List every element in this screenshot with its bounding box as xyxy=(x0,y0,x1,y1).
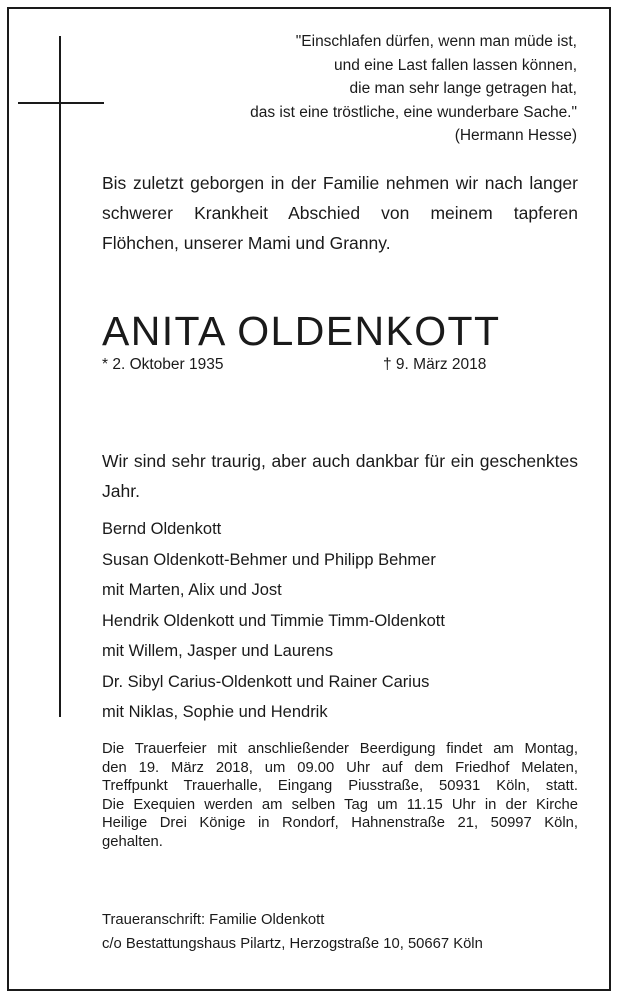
quote-line: die man sehr lange getragen hat, xyxy=(349,80,577,97)
family-member: mit Willem, Jasper und Laurens xyxy=(102,642,334,660)
family-member: mit Marten, Alix und Jost xyxy=(102,581,282,599)
intro-line: schwerer Krankheit Abschied von meinem tapferen xyxy=(102,203,578,223)
quote-block xyxy=(157,30,577,148)
intro-line: Flöhchen, unserer Mami und Granny. xyxy=(102,233,391,253)
deceased-name: ANITA OLDENKOTT xyxy=(102,308,501,354)
quote-line: und eine Last fallen lassen können, xyxy=(333,56,577,74)
funeral-line: Heilige Drei Könige in Rondorf, Hahnenstraße 21, 50997 Köln, xyxy=(102,815,578,831)
family-list xyxy=(102,514,578,728)
quote-author: (Hermann Hesse) xyxy=(454,127,577,144)
cross-icon-horizontal xyxy=(18,102,104,104)
family-member: Bernd Oldenkott xyxy=(102,520,222,538)
quote-line: das ist eine tröstliche, eine wunderbare Sache." xyxy=(250,103,577,121)
address-line: c/o Bestattungshaus Pilartz, Herzogstraße 10, 50667 Köln xyxy=(102,936,483,952)
intro-line: Bis zuletzt geborgen in der Familie nehmen wir nach langer xyxy=(102,173,578,193)
funeral-line: Die Trauerfeier mit anschließender Beerdigung findet am Montag, xyxy=(102,741,578,757)
family-member: Dr. Sibyl Carius-Oldenkott und Rainer Carius xyxy=(102,672,430,691)
intro-paragraph xyxy=(102,168,578,258)
address-line: Traueranschrift: Familie Oldenkott xyxy=(102,912,325,928)
family-member: Hendrik Oldenkott und Timmie Timm-Oldenkott xyxy=(102,611,445,630)
funeral-line: den 19. März 2018, um 09.00 Uhr auf dem Friedhof Melaten, xyxy=(102,759,578,776)
quote-line: "Einschlafen dürfen, wenn man müde ist, xyxy=(295,33,577,50)
funeral-details xyxy=(102,740,578,851)
cross-icon-vertical xyxy=(59,36,61,717)
family-member: Susan Oldenkott-Behmer und Philipp Behmer xyxy=(102,550,436,569)
thanks-paragraph xyxy=(102,446,578,506)
funeral-line: Treffpunkt Trauerhalle, Eingang Piusstraße, 50931 Köln, statt. xyxy=(102,778,578,794)
birth-date: * 2. Oktober 1935 xyxy=(102,356,224,373)
death-date: † 9. März 2018 xyxy=(383,356,487,373)
funeral-line: gehalten. xyxy=(102,833,163,850)
family-member: mit Niklas, Sophie und Hendrik xyxy=(102,703,328,721)
thanks-line: Jahr. xyxy=(102,481,140,501)
mourning-address xyxy=(102,908,578,956)
funeral-line: Die Exequien werden am selben Tag um 11.15 Uhr in der Kirche xyxy=(102,796,578,813)
thanks-line: Wir sind sehr traurig, aber auch dankbar für ein geschenktes xyxy=(102,451,578,471)
